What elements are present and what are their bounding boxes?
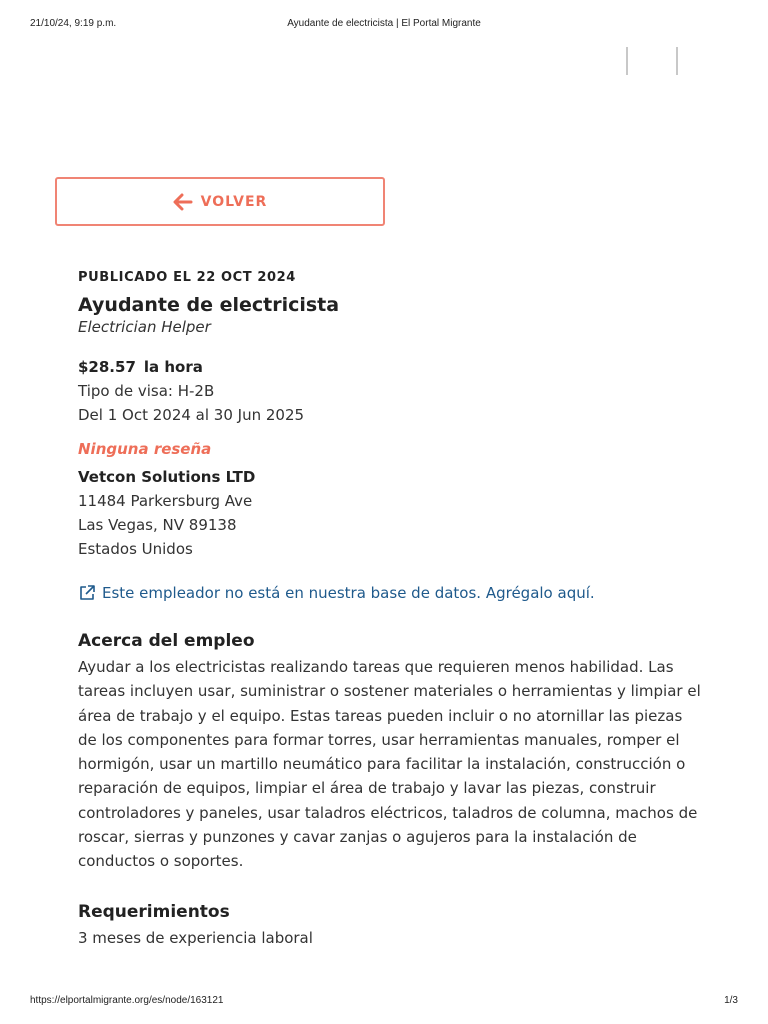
add-employer-text: Este empleador no está en nuestra base de datos. Agrégalo aquí.: [102, 584, 595, 602]
about-heading: Acerca del empleo: [78, 631, 255, 651]
print-page-number: 1/3: [724, 995, 738, 1006]
print-url: https://elportalmigrante.org/es/node/163121: [30, 995, 224, 1006]
job-title: Ayudante de electricista: [78, 294, 340, 316]
header-divider: [626, 47, 628, 75]
pay-rate: [78, 355, 718, 379]
header-divider: [676, 47, 678, 75]
job-summary: [78, 355, 718, 427]
employer-address-line2: Las Vegas, NV 89138: [78, 516, 237, 534]
add-employer-link[interactable]: [78, 581, 718, 605]
employer-name: Vetcon Solutions LTD: [78, 468, 256, 486]
employer-info: [78, 465, 718, 561]
external-link-icon: [78, 584, 96, 602]
requirements-heading: Requerimientos: [78, 901, 230, 922]
visa-type: Tipo de visa: H-2B: [78, 382, 215, 400]
review-status[interactable]: Ninguna reseña: [78, 440, 212, 458]
arrow-left-icon: [173, 193, 193, 211]
employer-address-line1: 11484 Parkersburg Ave: [78, 492, 253, 510]
job-title-english: Electrician Helper: [78, 318, 211, 336]
print-page-title: Ayudante de electricista | El Portal Migrante: [287, 18, 481, 29]
posted-date: PUBLICADO EL 22 OCT 2024: [78, 270, 296, 285]
print-datetime: 21/10/24, 9:19 p.m.: [30, 18, 117, 29]
pay-unit: la hora: [143, 358, 203, 376]
back-button[interactable]: [55, 177, 385, 226]
job-dates: Del 1 Oct 2024 al 30 Jun 2025: [78, 406, 305, 424]
about-body: Ayudar a los electricistas realizando tareas que requieren menos habilidad. Las tareas incluyen usar, suministrar o sostener materiales o herramientas y limpiar el área de trabajo y el equipo. Estas tareas pueden incluir o no atornillar las piezas de los componentes para formar torres, usar herramientas manuales, romper el hormigón, usar un martillo neumático para facilitar la instalación, construcción o reparación de equipos, limpiar el área de trabajo y lavar las piezas, construir controladores y paneles, usar taladros eléctricos, taladros de columna, machos de roscar, sierras y punzones y cavar zanjas o agujeros para la instalación de conductos o soportes.: [78, 658, 701, 871]
back-button-label: VOLVER: [200, 193, 268, 210]
employer-country: Estados Unidos: [78, 540, 193, 558]
requirements-body: 3 meses de experiencia laboral: [78, 928, 313, 947]
job-detail: [78, 268, 718, 950]
pay-amount: $28.57: [78, 358, 136, 376]
